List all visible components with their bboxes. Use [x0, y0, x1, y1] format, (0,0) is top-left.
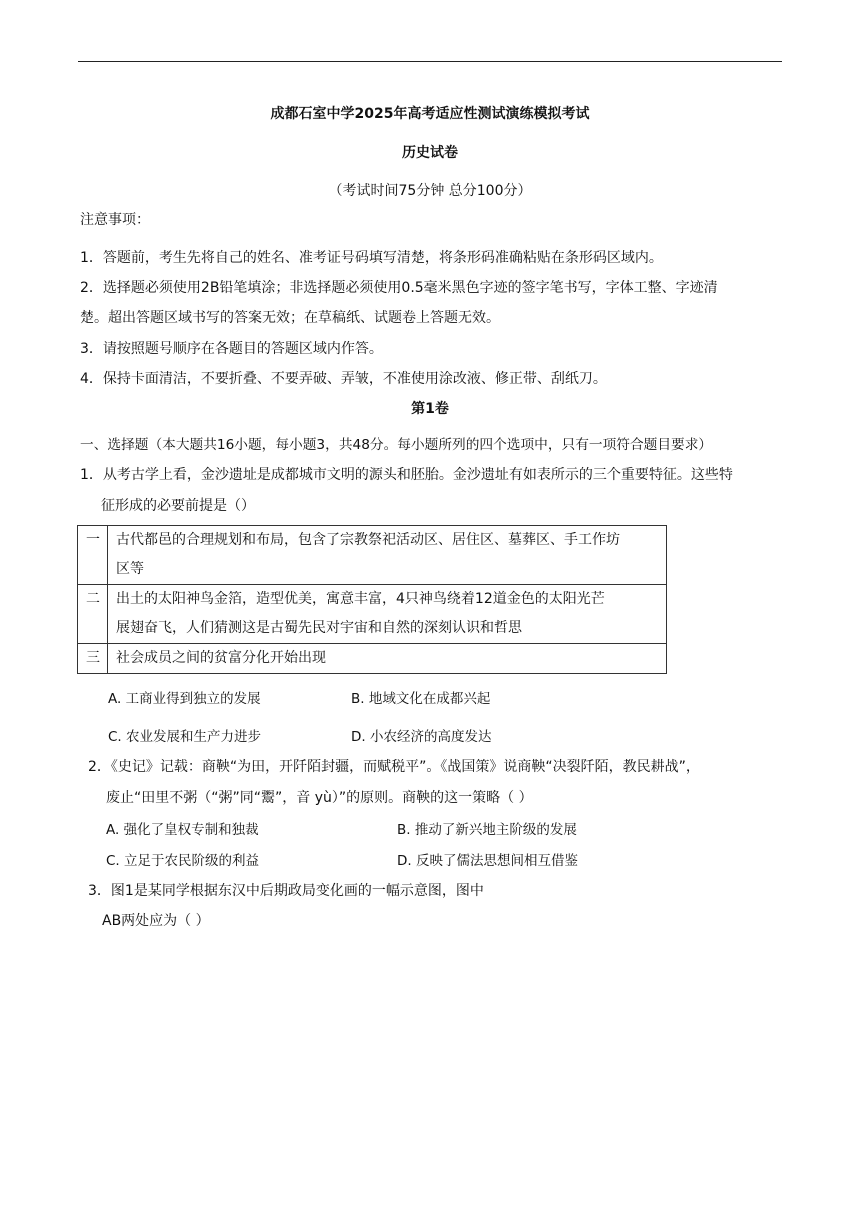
row-text-line: 展翅奋飞，人们猜测这是古蜀先民对宇宙和自然的深刻认识和哲思	[116, 620, 522, 636]
question-1-option-b: B. 地域文化在成都兴起	[351, 691, 491, 707]
exam-title: 成都石室中学2025年高考适应性测试演练模拟考试	[270, 106, 590, 122]
question-2-option-b: B. 推动了新兴地主阶级的发展	[397, 822, 577, 838]
table-row	[78, 526, 667, 585]
question-2-stem: 2．《史记》记载：商鞅“为田，开阡陌封疆，而赋税平”。《战国策》说商鞅“决裂阡陌，教民耕战”，	[88, 759, 700, 775]
question-2-option-d: D. 反映了儒法思想间相互借鉴	[397, 853, 578, 869]
question-1-option-d: D. 小农经济的高度发达	[351, 729, 492, 745]
row-text	[108, 644, 667, 674]
question-1-option-a: A. 工商业得到独立的发展	[108, 691, 261, 707]
row-index: 一	[78, 526, 108, 585]
row-text-line: 社会成员之间的贫富分化开始出现	[116, 650, 326, 666]
question-3-stem: AB两处应为（ ）	[102, 913, 210, 929]
question-1-option-c: C. 农业发展和生产力进步	[108, 729, 262, 745]
notice-item: 2．选择题必须使用2B铅笔填涂；非选择题必须使用0.5毫米黑色字迹的签字笔书写，字体工整、字迹清	[80, 280, 718, 296]
question-2-option-a: A. 强化了皇权专制和独裁	[106, 822, 259, 838]
row-text	[108, 585, 667, 644]
row-text-line: 古代都邑的合理规划和布局，包含了宗教祭祀活动区、居住区、墓葬区、手工作坊	[116, 532, 620, 548]
table-row	[78, 585, 667, 644]
question-1-stem: 1．从考古学上看，金沙遗址是成都城市文明的源头和胚胎。金沙遗址有如表所示的三个重要特征。这些特	[80, 467, 733, 483]
top-rule	[78, 61, 782, 62]
row-index: 三	[78, 644, 108, 674]
section-instructions: 一、选择题（本大题共16小题，每小题3，共48分。每小题所列的四个选项中，只有一项符合题目要求）	[80, 437, 713, 453]
notice-item: 4．保持卡面清洁，不要折叠、不要弄破、弄皱，不准使用涂改液、修正带、刮纸刀。	[80, 371, 607, 387]
volume-heading: 第1卷	[411, 401, 449, 417]
question-2-option-c: C. 立足于农民阶级的利益	[106, 853, 260, 869]
feature-table	[77, 525, 667, 674]
row-text-line: 出土的太阳神鸟金箔，造型优美，寓意丰富，4只神鸟绕着12道金色的太阳光芒	[116, 591, 605, 607]
question-1-stem: 征形成的必要前提是（）	[101, 498, 255, 514]
row-index: 二	[78, 585, 108, 644]
row-text-line: 区等	[116, 561, 144, 577]
table-row	[78, 644, 667, 674]
notice-item: 1．答题前，考生先将自己的姓名、准考证号码填写清楚，将条形码准确粘贴在条形码区域内。	[80, 250, 663, 266]
question-2-stem: 废止“田里不粥（“粥”同“鬻”，音 yù）”的原则。商鞅的这一策略（ ）	[106, 790, 533, 806]
question-3-stem: 3．图1是某同学根据东汉中后期政局变化画的一幅示意图，图中	[88, 883, 484, 899]
exam-subtitle: 历史试卷	[402, 145, 458, 161]
exam-time-info: （考试时间75分钟 总分100分）	[328, 183, 532, 199]
notice-heading: 注意事项：	[80, 212, 150, 228]
row-text	[108, 526, 667, 585]
notice-item: 3．请按照题号顺序在各题目的答题区域内作答。	[80, 341, 383, 357]
notice-item: 楚。超出答题区域书写的答案无效；在草稿纸、试题卷上答题无效。	[80, 310, 500, 326]
